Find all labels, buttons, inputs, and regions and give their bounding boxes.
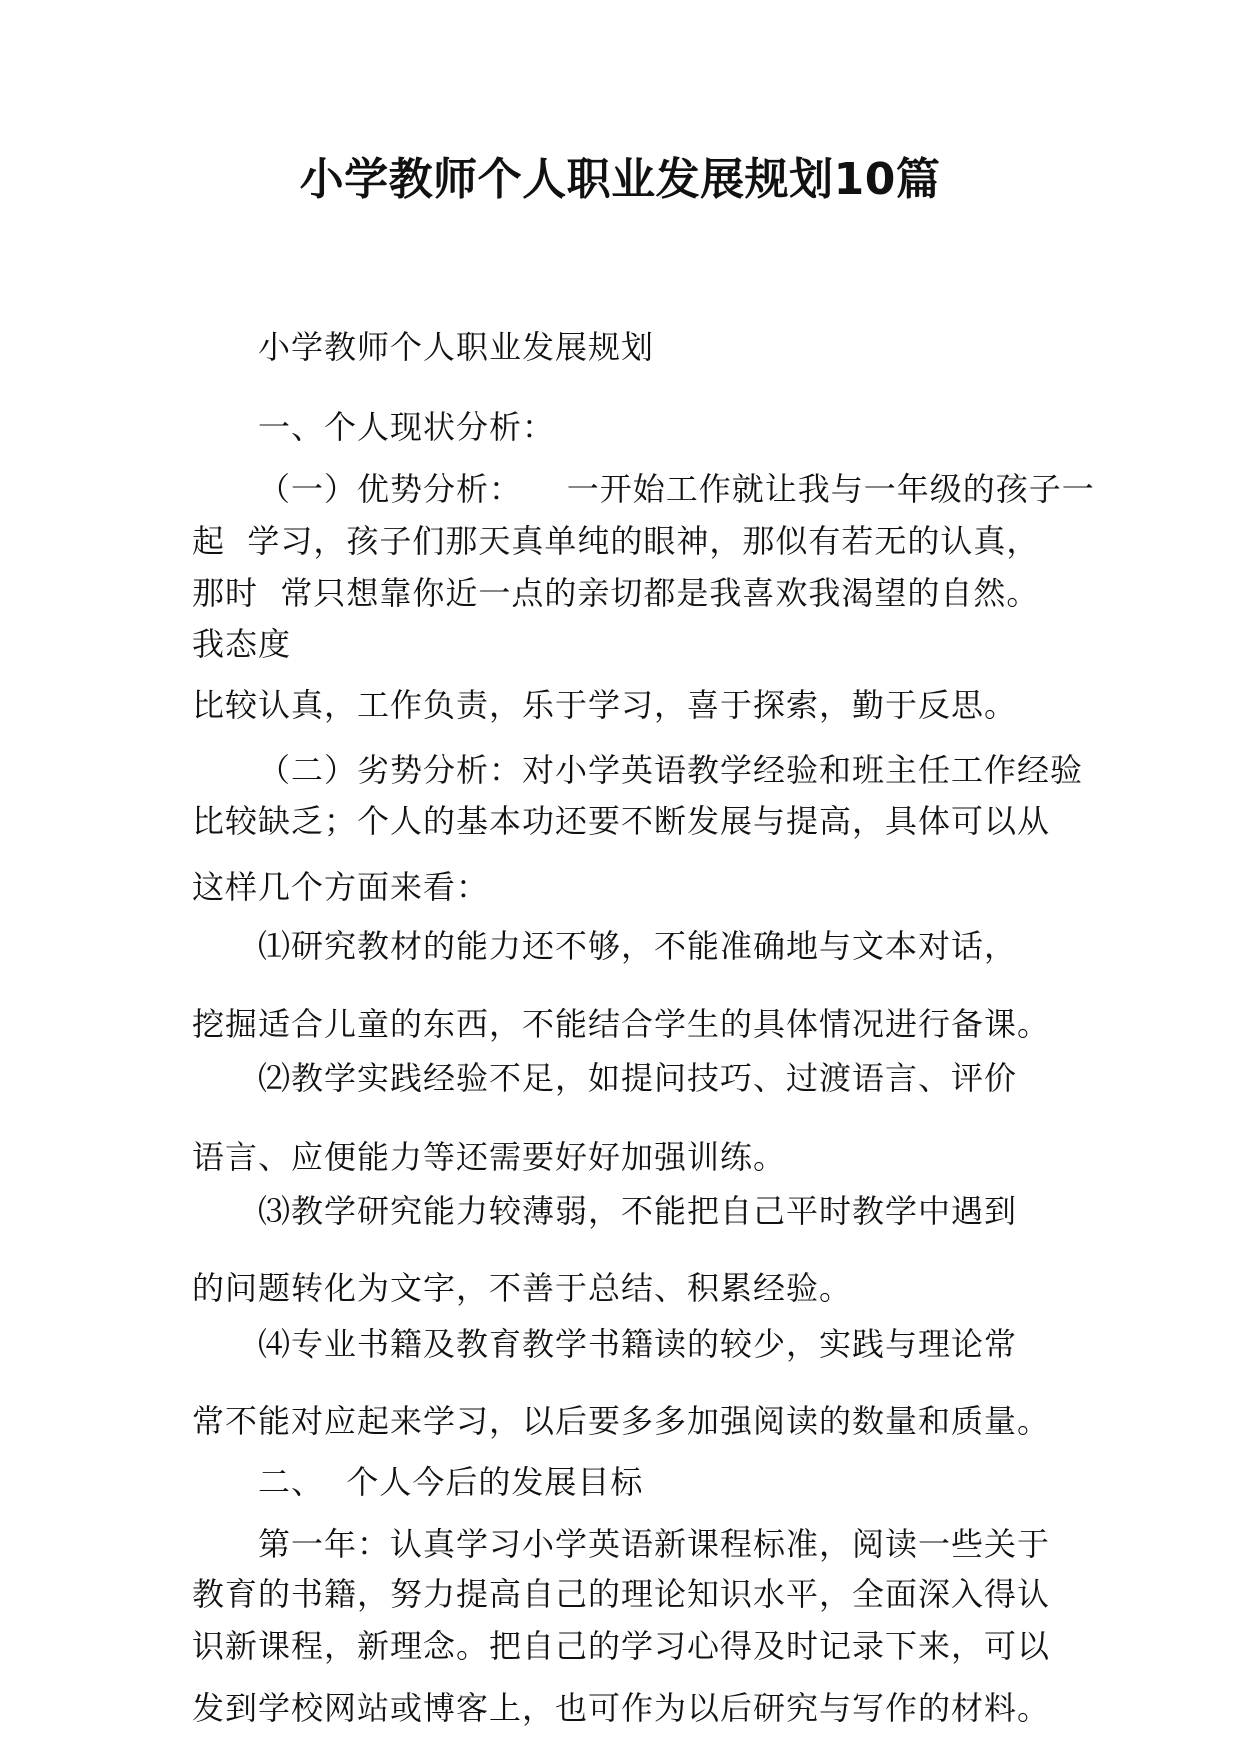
- paragraph-line: 比较认真，工作负责，乐于学习，喜于探索，勤于反思。: [192, 686, 1018, 724]
- paragraph-line: 我态度: [192, 625, 292, 663]
- paragraph-line: 第一年：认真学习小学英语新课程标准，阅读一些关于: [258, 1525, 1051, 1563]
- paragraph-line: 起 学习，孩子们那天真单纯的眼神，那似有若无的认真，: [192, 522, 1040, 560]
- list-item-line: ⑷专业书籍及教育教学书籍读的较少，实践与理论常: [258, 1325, 1018, 1363]
- list-item-line: ⑴研究教材的能力还不够，不能准确地与文本对话，: [258, 927, 1018, 965]
- paragraph-line: 这样几个方面来看：: [192, 868, 490, 906]
- list-item-line: ⑵教学实践经验不足，如提问技巧、过渡语言、评价: [258, 1059, 1018, 1097]
- paragraph-line: 比较缺乏；个人的基本功还要不断发展与提高，具体可以从: [192, 802, 1051, 840]
- paragraph-line: （一）优势分析： 一开始工作就让我与一年级的孩子一: [258, 470, 1095, 508]
- list-item-line: 常不能对应起来学习，以后要多多加强阅读的数量和质量。: [192, 1402, 1051, 1440]
- list-item-line: 语言、应便能力等还需要好好加强训练。: [192, 1138, 787, 1176]
- paragraph-line: （二）劣势分析：对小学英语教学经验和班主任工作经验: [258, 751, 1084, 789]
- section-heading: 二、 个人今后的发展目标: [258, 1463, 644, 1501]
- paragraph-line: 教育的书籍，努力提高自己的理论知识水平，全面深入得认: [192, 1575, 1051, 1613]
- section-heading: 小学教师个人职业发展规划: [258, 328, 655, 366]
- paragraph-line: 发到学校网站或博客上，也可作为以后研究与写作的材料。: [192, 1689, 1051, 1727]
- paragraph-line: 那时 常只想靠你近一点的亲切都是我喜欢我渴望的自然。: [192, 574, 1040, 612]
- section-heading: 一、个人现状分析：: [258, 408, 556, 446]
- document-title: 小学教师个人职业发展规划10篇: [299, 154, 941, 205]
- list-item-line: 挖掘适合儿童的东西，不能结合学生的具体情况进行备课。: [192, 1005, 1051, 1043]
- list-item-line: 的问题转化为文字，不善于总结、积累经验。: [192, 1269, 853, 1307]
- list-item-line: ⑶教学研究能力较薄弱，不能把自己平时教学中遇到: [258, 1192, 1018, 1230]
- paragraph-line: 识新课程，新理念。把自己的学习心得及时记录下来，可以: [192, 1627, 1051, 1665]
